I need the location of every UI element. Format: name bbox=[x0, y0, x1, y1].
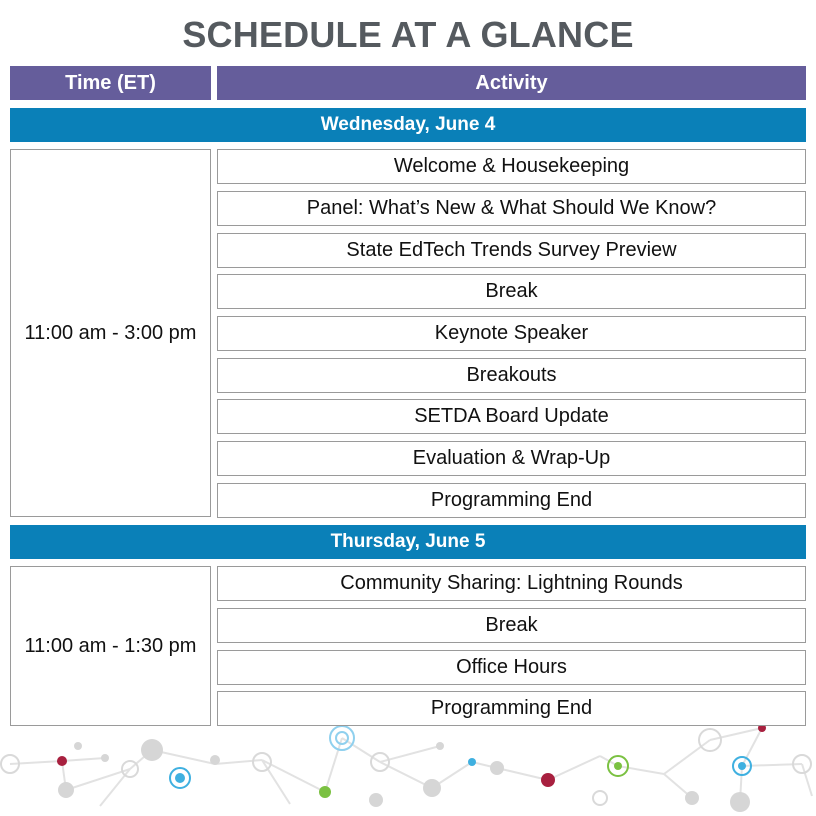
activity-row: Break bbox=[217, 274, 806, 309]
activity-row: Programming End bbox=[217, 691, 806, 726]
activity-row: Breakouts bbox=[217, 358, 806, 393]
activity-row: Welcome & Housekeeping bbox=[217, 149, 806, 184]
column-header-activity: Activity bbox=[217, 66, 806, 100]
activity-row: Panel: What’s New & What Should We Know? bbox=[217, 191, 806, 226]
time-cell-thursday: 11:00 am - 1:30 pm bbox=[10, 566, 211, 726]
network-graphic bbox=[0, 726, 816, 816]
activity-row: Office Hours bbox=[217, 650, 806, 685]
activity-row: Evaluation & Wrap-Up bbox=[217, 441, 806, 476]
activity-row: Break bbox=[217, 608, 806, 643]
activity-row: SETDA Board Update bbox=[217, 399, 806, 434]
page-title: SCHEDULE AT A GLANCE bbox=[182, 14, 634, 55]
activity-row: State EdTech Trends Survey Preview bbox=[217, 233, 806, 268]
activity-row: Community Sharing: Lightning Rounds bbox=[217, 566, 806, 601]
day-banner-wednesday: Wednesday, June 4 bbox=[10, 108, 806, 142]
column-header-time: Time (ET) bbox=[10, 66, 211, 100]
activity-row: Programming End bbox=[217, 483, 806, 518]
day-banner-thursday: Thursday, June 5 bbox=[10, 525, 806, 559]
time-cell-wednesday: 11:00 am - 3:00 pm bbox=[10, 149, 211, 517]
activity-row: Keynote Speaker bbox=[217, 316, 806, 351]
